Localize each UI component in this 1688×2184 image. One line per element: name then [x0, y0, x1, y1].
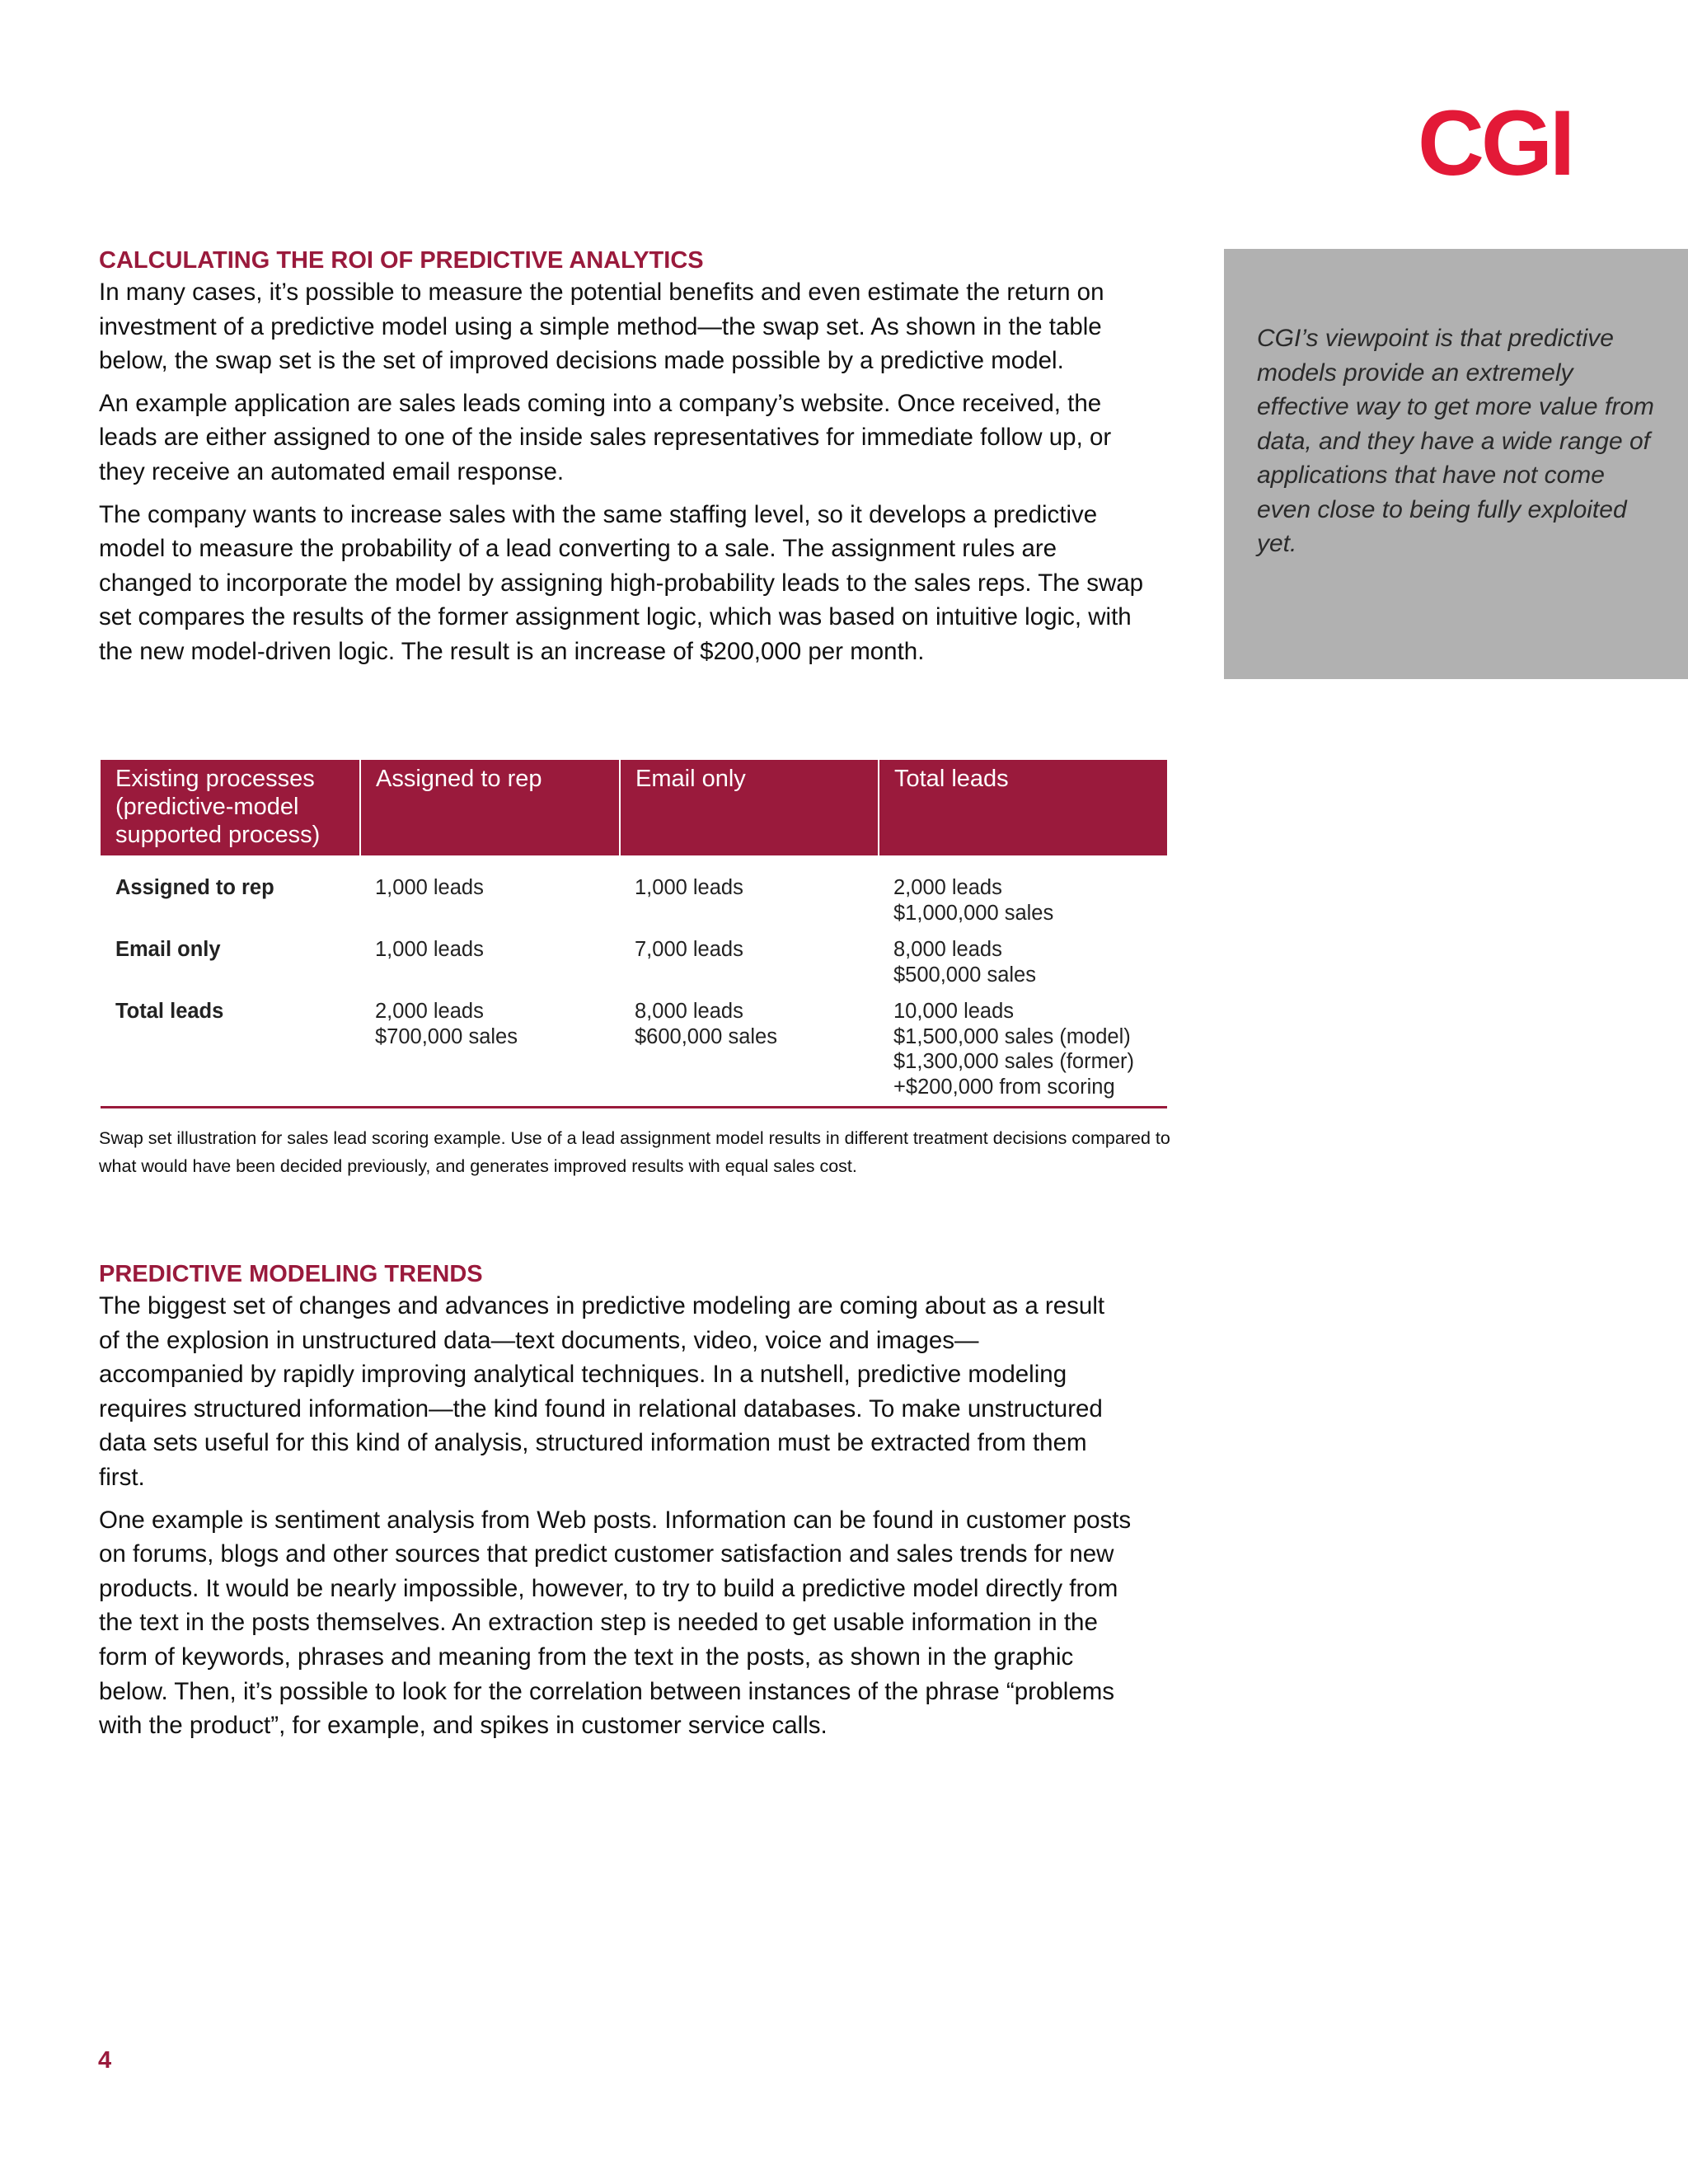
paragraph: One example is sentiment analysis from Web posts. Information can be found in customer posts on forums, blogs and other sources that predict customer satisfaction and sales trends for new products. It would be nearly impossible, however, to try to build a predictive model directly from the text in the posts themselves. An extraction step is needed to get usable information in the form of keywords, phrases and meaning from the text in the posts, as shown in the graphic below. Then, it’s possible to look for the correlation between instances of the phrase “problems with the product”, for example, and spikes in customer service calls. [99, 1506, 1132, 1740]
table-cell [620, 855, 879, 926]
cell-value: $500,000 sales [893, 963, 1036, 987]
table-row [101, 926, 1167, 987]
table-header-row [101, 760, 1167, 855]
table-cell [360, 987, 620, 1108]
paragraph: The biggest set of changes and advances in predictive modeling are coming about as a result of the explosion in unstructured data—text documents, video, voice and images—accompanied by rapidly improving analytical techniques. In a nutshell, predictive modeling requires structured information—the kind found in relational databases. To make unstructured data sets useful for this kind of analysis, structured information must be extracted from them first. [99, 1292, 1105, 1491]
cell-value: $700,000 sales [375, 1024, 518, 1048]
cell-value: 1,000 leads [375, 876, 484, 899]
paragraph: In many cases, it’s possible to measure the potential benefits and even estimate the return on investment of a predictive model using a simple method—the swap set. As shown in the table below, the swap set is the set of improved decisions made possible by a predictive model. [99, 279, 1104, 375]
sidebar-callout [1224, 249, 1688, 679]
row-label: Total leads [101, 987, 360, 1108]
cell-value: 10,000 leads [893, 1000, 1015, 1023]
table-cell [360, 855, 620, 926]
table-cell [879, 926, 1167, 987]
cell-value: 1,000 leads [375, 938, 484, 961]
table-header-cell: Assigned to rep [360, 760, 620, 855]
cell-value: $1,300,000 sales (former) [893, 1050, 1134, 1073]
table-cell [360, 926, 620, 987]
table-row [101, 855, 1167, 926]
table-cell [879, 855, 1167, 926]
table-header-cell: Existing processes (predictive-model supported process) [101, 760, 360, 855]
table-header-cell: Total leads [879, 760, 1167, 855]
cell-value: 2,000 leads [375, 1000, 484, 1023]
section-heading-trends: PREDICTIVE MODELING TRENDS [99, 1261, 483, 1287]
row-label: Email only [115, 938, 221, 961]
table-row [101, 987, 1167, 1108]
table-cell [620, 987, 879, 1108]
cell-value: 8,000 leads [635, 1000, 743, 1023]
cell-value: 1,000 leads [635, 876, 743, 899]
table-caption: Swap set illustration for sales lead scoring example. Use of a lead assignment model results in different treatment decisions compared to what would have been decided previously, and generates improved results with equal sales cost. [99, 1128, 1170, 1176]
swap-set-table [101, 760, 1167, 1108]
page-number: 4 [98, 2047, 112, 2074]
cell-value: 7,000 leads [635, 938, 743, 961]
roi-section [99, 246, 1144, 677]
table-cell [879, 987, 1167, 1108]
sidebar-quote: CGI’s viewpoint is that predictive models provide an extremely effective way to get more value from data, and they have a wide range of applications that have not come even close to being fully exploited yet. [1257, 325, 1654, 557]
row-label: Assigned to rep [115, 876, 274, 899]
cell-value: $1,000,000 sales [893, 901, 1054, 925]
cell-value: 2,000 leads [893, 876, 1002, 899]
paragraph: An example application are sales leads coming into a company’s website. Once received, the leads are either assigned to one of the inside sales representatives for immediate follow up, or they receive an automated email response. [99, 389, 1112, 485]
section-heading-roi: CALCULATING THE ROI OF PREDICTIVE ANALYTICS [99, 247, 704, 274]
cell-value: +$200,000 from scoring [893, 1075, 1115, 1099]
table-header-cell: Email only [620, 760, 879, 855]
cell-value: 8,000 leads [893, 938, 1002, 961]
cell-value: $1,500,000 sales (model) [893, 1024, 1131, 1048]
trends-section [99, 1259, 1137, 1751]
paragraph: The company wants to increase sales with the same staffing level, so it develops a predictive model to measure the probability of a lead converting to a sale. The assignment rules are changed to incorporate the model by assigning high-probability leads to the sales reps. The swap set compares the results of the former assignment logic, which was based on intuitive logic, with the new model-driven logic. The result is an increase of $200,000 per month. [99, 500, 1144, 665]
table-cell [620, 926, 879, 987]
cell-value: $600,000 sales [635, 1024, 777, 1048]
cgi-logo: CGI [1418, 91, 1573, 194]
